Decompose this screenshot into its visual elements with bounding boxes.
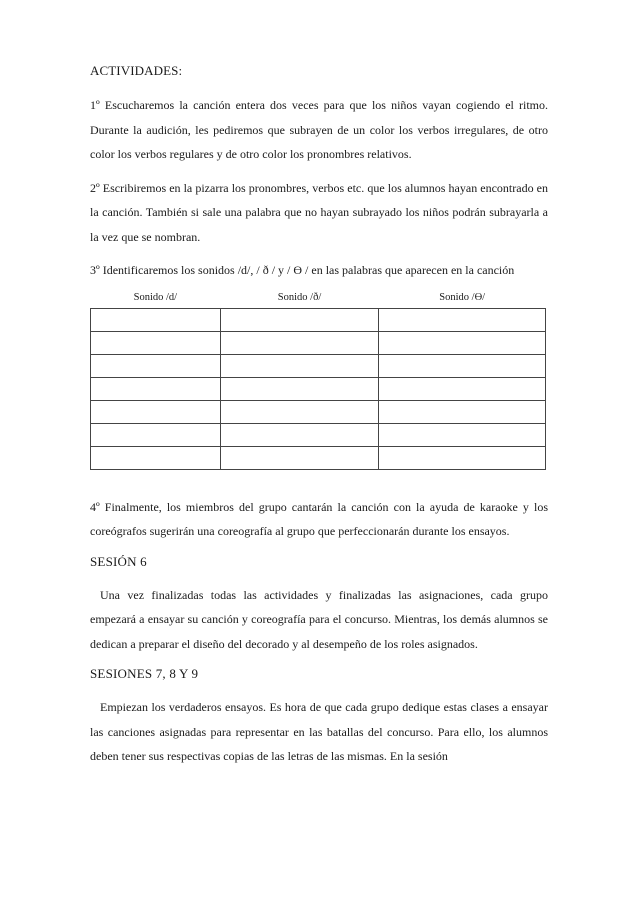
table-cell bbox=[91, 446, 221, 469]
table-cell bbox=[91, 400, 221, 423]
activity-2: 2º Escribiremos en la pizarra los pronombres, verbos etc. que los alumnos hayan encontrado en la canción. También si sale una palabra que no hayan subrayado los niños podrán subrayarla a la vez que se nombran. bbox=[90, 180, 548, 244]
table-cell bbox=[220, 446, 379, 469]
table-cell bbox=[220, 308, 379, 331]
header-sound-d: Sonido /d/ bbox=[91, 287, 221, 309]
table-cell bbox=[220, 400, 379, 423]
table-cell bbox=[220, 423, 379, 446]
sessions-7-8-9-text: Empiezan los verdaderos ensayos. Es hora de que cada grupo dedique estas clases a ensayar las canciones asignadas para representar en las batallas del concurso. Para ello, los alumnos deben tener sus respectivas copias de las letras de las mismas. En la sesión bbox=[90, 700, 548, 763]
table-cell bbox=[91, 354, 221, 377]
table-cell bbox=[379, 400, 546, 423]
table-cell bbox=[379, 331, 546, 354]
table-cell bbox=[220, 377, 379, 400]
table-cell bbox=[379, 308, 546, 331]
sounds-table-header-row bbox=[91, 287, 546, 309]
table-cell bbox=[379, 446, 546, 469]
table-cell bbox=[220, 331, 379, 354]
table-cell bbox=[379, 377, 546, 400]
session-6-title: SESIÓN 6 bbox=[90, 553, 147, 569]
session-6-text: Una vez finalizadas todas las actividades y finalizadas las asignaciones, cada grupo empezará a ensayar su canción y coreografía para el concurso. Mientras, los demás alumnos se dedican a preparar el diseño del decorado y al desempeño de los roles asignados. bbox=[90, 587, 548, 651]
header-sound-eth: Sonido /ð/ bbox=[220, 287, 379, 309]
table-row bbox=[91, 331, 546, 354]
table-row bbox=[91, 377, 546, 400]
document-page bbox=[90, 62, 548, 778]
sounds-table bbox=[90, 287, 546, 470]
header-sound-theta: Sonido /Ө/ bbox=[379, 287, 546, 309]
activity-3: 3º Identificaremos los sonidos /d/, / ð / y / Ө / en las palabras que aparecen en la canción bbox=[90, 263, 515, 277]
table-row bbox=[91, 400, 546, 423]
activities-heading: ACTIVIDADES: bbox=[90, 63, 183, 78]
activity-4: 4º Finalmente, los miembros del grupo cantarán la canción con la ayuda de karaoke y los coreógrafos sugerirán una coreografía al grupo que perfeccionarán durante los ensayos. bbox=[90, 499, 548, 538]
table-row bbox=[91, 308, 546, 331]
table-cell bbox=[379, 423, 546, 446]
sounds-table-body bbox=[91, 308, 546, 469]
table-cell bbox=[91, 308, 221, 331]
table-row bbox=[91, 423, 546, 446]
table-cell bbox=[379, 354, 546, 377]
table-cell bbox=[91, 331, 221, 354]
table-row bbox=[91, 354, 546, 377]
table-cell bbox=[91, 377, 221, 400]
table-row bbox=[91, 446, 546, 469]
table-cell bbox=[220, 354, 379, 377]
table-cell bbox=[91, 423, 221, 446]
activity-1: 1º Escucharemos la canción entera dos veces para que los niños vayan cogiendo el ritmo. Durante la audición, les pediremos que subrayen de un color los verbos irregulares, de otro color los verbos regulares y de otro color los pronombres relativos. bbox=[90, 98, 548, 161]
sessions-7-8-9-title: SESIONES 7, 8 Y 9 bbox=[90, 666, 199, 681]
